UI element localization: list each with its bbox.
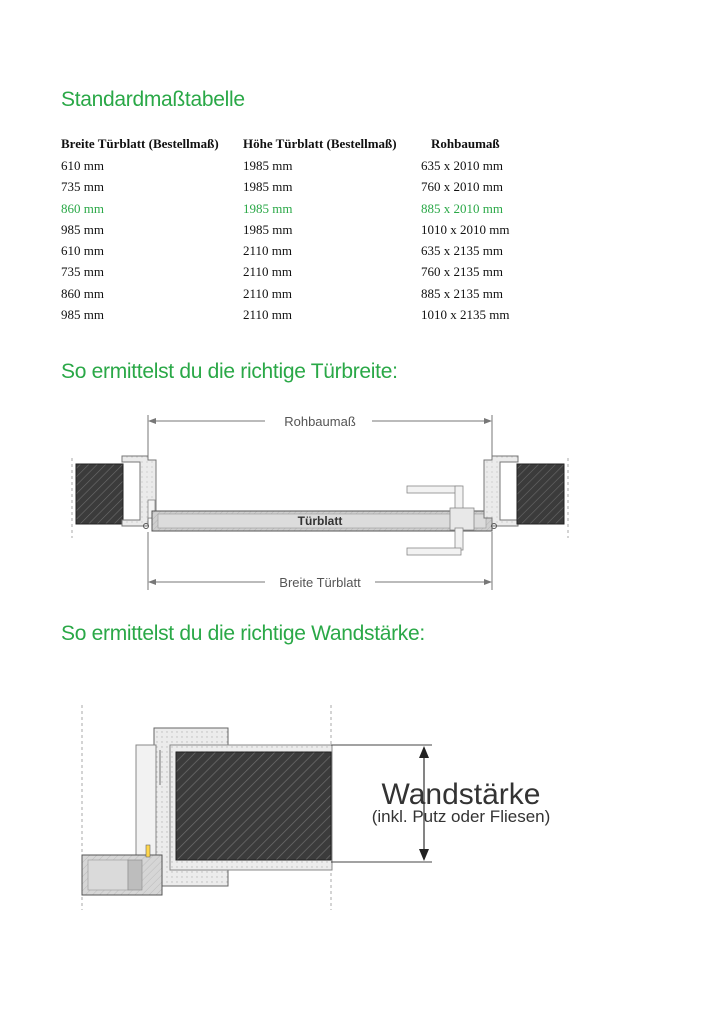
cell-width: 735 mm (61, 264, 104, 280)
wall-thickness-dimension (331, 745, 550, 862)
door-width-dimension (148, 532, 492, 590)
cell-opening: 760 x 2135 mm (421, 264, 503, 280)
table-row (61, 222, 509, 243)
table-row (61, 243, 509, 264)
table-row (61, 264, 509, 285)
left-wall (72, 456, 156, 538)
wall-thickness-sublabel: (inkl. Putz oder Fliesen) (371, 807, 551, 826)
rough-opening-label: Rohbaumaß (284, 414, 356, 429)
table-row (61, 158, 509, 179)
cell-height: 2110 mm (243, 285, 292, 301)
wall-thickness-label: Wandstärke (381, 778, 541, 811)
cell-width: 735 mm (61, 179, 104, 195)
cell-width: 985 mm (61, 307, 104, 323)
door-leaf (152, 511, 492, 531)
table-header-row (61, 136, 509, 158)
cell-height: 1985 mm (243, 179, 293, 195)
cell-width: 860 mm (61, 285, 104, 301)
cell-opening: 760 x 2010 mm (421, 179, 503, 195)
table-row (61, 307, 509, 328)
door-width-diagram (0, 400, 724, 600)
section-title-wall-thickness: So ermittelst du die richtige Wandstärke: (61, 622, 425, 645)
cell-width: 610 mm (61, 243, 104, 259)
cell-opening: 635 x 2135 mm (421, 243, 503, 259)
rough-opening-dimension (148, 414, 492, 480)
section-title-door-width: So ermittelst du die richtige Türbreite: (61, 360, 398, 383)
wall-section (170, 745, 332, 870)
cell-width: 860 mm (61, 200, 104, 216)
cell-height: 2110 mm (243, 307, 292, 323)
header-door-height: Höhe Türblatt (Bestellmaß) (243, 136, 397, 151)
table-row-highlighted (61, 201, 509, 222)
wall-thickness-diagram (0, 690, 724, 920)
door-leaf-edge (82, 845, 162, 895)
header-door-width: Breite Türblatt (Bestellmaß) (61, 136, 219, 151)
cell-opening: 1010 x 2135 mm (421, 307, 510, 323)
cell-width: 610 mm (61, 158, 104, 173)
cell-height: 2110 mm (243, 243, 292, 259)
cell-opening: 885 x 2135 mm (421, 285, 503, 301)
cell-height: 1985 mm (243, 221, 293, 237)
door-leaf-label: Türblatt (297, 514, 343, 528)
section-title-standard-table: Standardmaßtabelle (61, 88, 245, 111)
cell-opening: 635 x 2010 mm (421, 158, 503, 173)
header-rough-opening: Rohbaumaß (431, 136, 500, 151)
table-row (61, 179, 509, 200)
door-width-label: Breite Türblatt (279, 575, 361, 590)
cell-height: 1985 mm (243, 158, 293, 173)
cell-height: 1985 mm (243, 200, 293, 216)
cell-height: 2110 mm (243, 264, 292, 280)
cell-opening: 885 x 2010 mm (421, 200, 503, 216)
cell-opening: 1010 x 2010 mm (421, 221, 510, 237)
dimensions-table (61, 136, 509, 328)
right-wall (484, 456, 568, 538)
cell-width: 985 mm (61, 221, 104, 237)
table-row (61, 286, 509, 307)
